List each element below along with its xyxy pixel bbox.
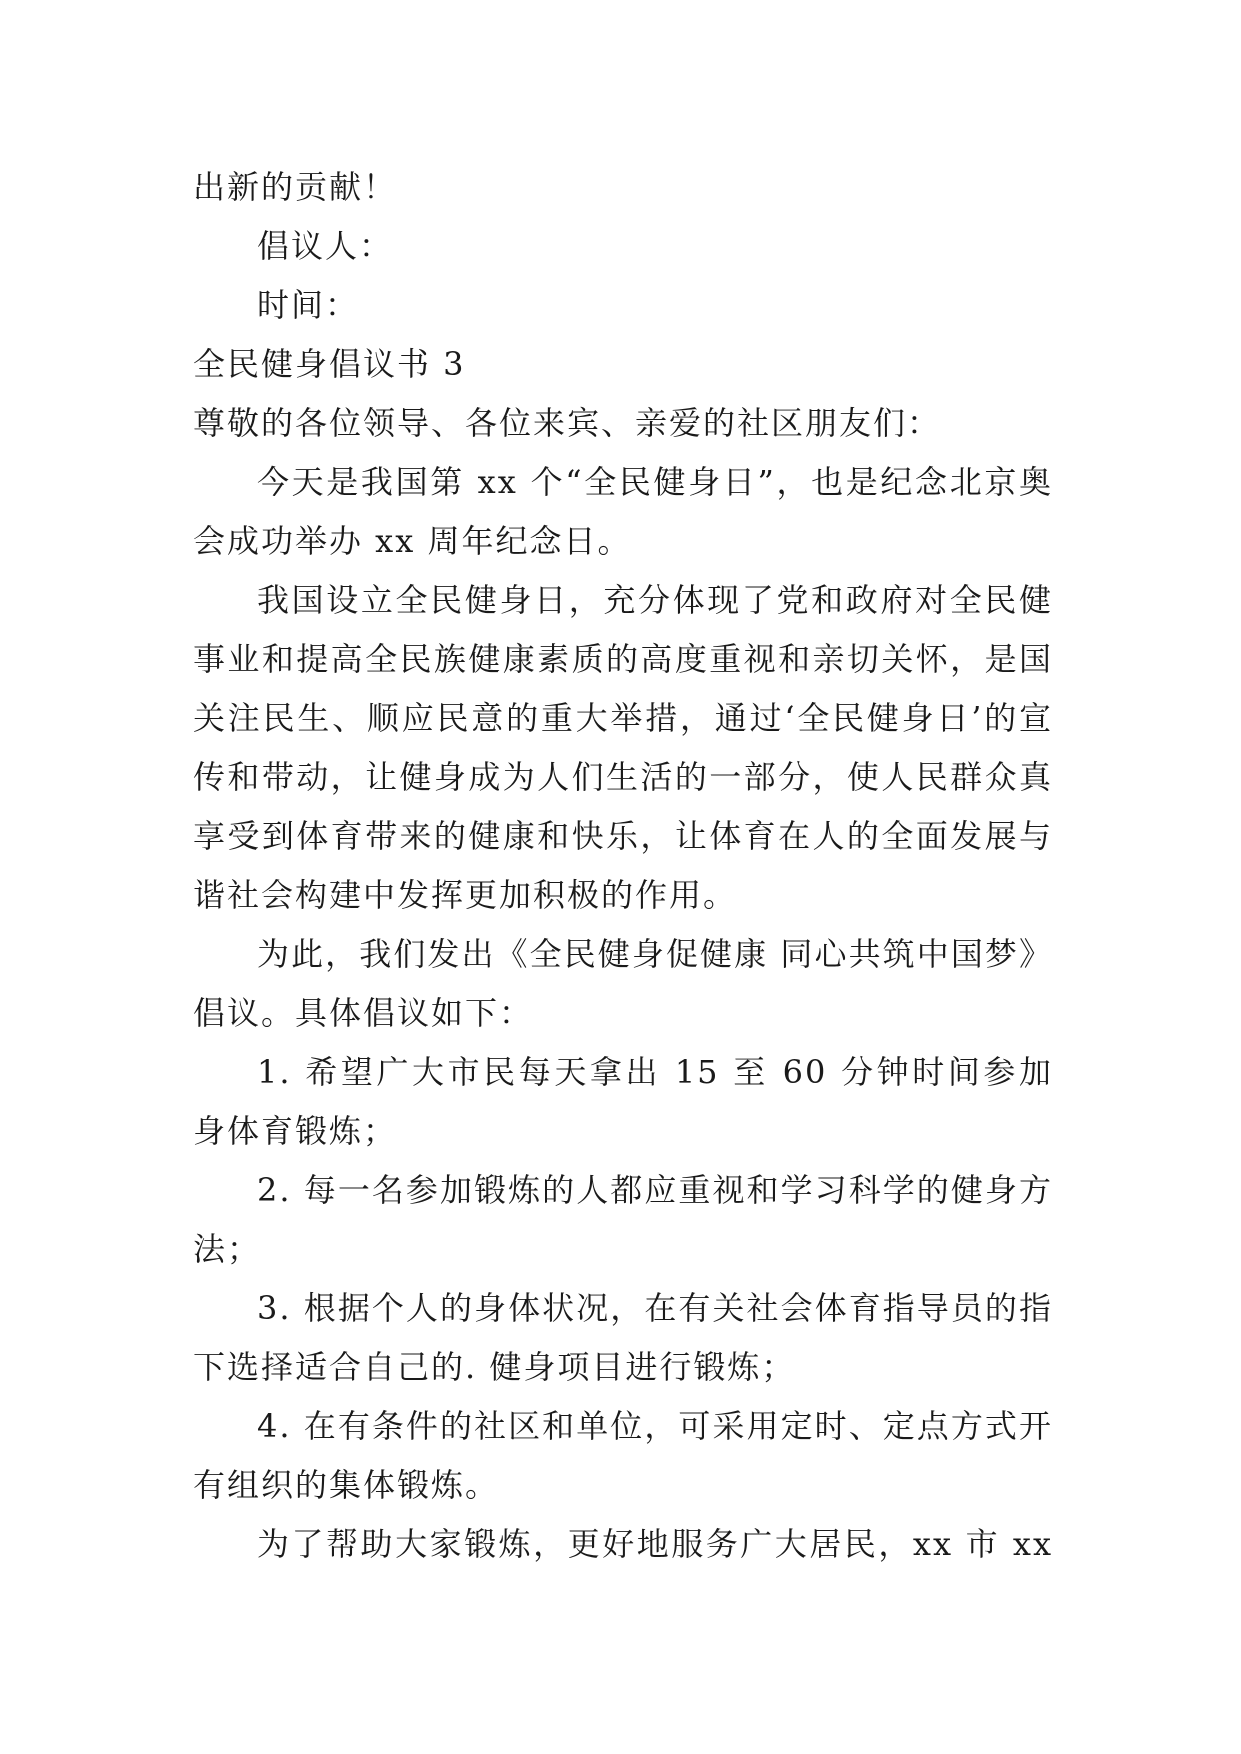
paragraph-line: 倡议。具体倡议如下： (193, 994, 534, 1032)
list-item-line: 身体育锻炼； (193, 1112, 398, 1150)
text-line-initiator: 倡议人： (257, 227, 394, 265)
list-item-line: 2. 每一名参加锻炼的人都应重视和学习科学的健身方 (257, 1171, 1053, 1209)
section-title: 全民健身倡议书 3 (193, 345, 466, 383)
paragraph-line: 关注民生、顺应民意的重大举措，通过‘全民健身日’的宣 (193, 699, 1053, 737)
list-item-line: 4. 在有条件的社区和单位，可采用定时、定点方式开 (257, 1407, 1053, 1445)
list-item-line: 有组织的集体锻炼。 (193, 1466, 500, 1504)
list-item-line: 1. 希望广大市民每天拿出 15 至 60 分钟时间参加 (257, 1053, 1053, 1091)
paragraph-line: 为了帮助大家锻炼，更好地服务广大居民，xx 市 xx (257, 1525, 1053, 1563)
paragraph-line: 事业和提高全民族健康素质的高度重视和亲切关怀，是国 (193, 640, 1053, 678)
paragraph-line: 为此，我们发出《全民健身促健康 同心共筑中国梦》 (257, 935, 1053, 973)
paragraph-line: 传和带动，让健身成为人们生活的一部分，使人民群众真 (193, 758, 1053, 796)
paragraph-line: 今天是我国第 xx 个“全民健身日”，也是纪念北京奥 (257, 463, 1053, 501)
paragraph-line: 谐社会构建中发挥更加积极的作用。 (193, 876, 738, 914)
list-item-line: 下选择适合自己的. 健身项目进行锻炼； (193, 1348, 796, 1386)
paragraph-line: 享受到体育带来的健康和快乐，让体育在人的全面发展与 (193, 817, 1053, 855)
text-line-time: 时间： (257, 286, 360, 324)
list-item-line: 3. 根据个人的身体状况，在有关社会体育指导员的指 (257, 1289, 1053, 1327)
document-body (193, 158, 1053, 1574)
salutation: 尊敬的各位领导、各位来宾、亲爱的社区朋友们： (193, 404, 942, 442)
list-item-line: 法； (193, 1230, 262, 1268)
paragraph-line: 会成功举办 xx 周年纪念日。 (193, 522, 632, 560)
paragraph-line: 我国设立全民健身日，充分体现了党和政府对全民健 (257, 581, 1053, 619)
text-line-closing: 出新的贡献！ (193, 168, 398, 206)
